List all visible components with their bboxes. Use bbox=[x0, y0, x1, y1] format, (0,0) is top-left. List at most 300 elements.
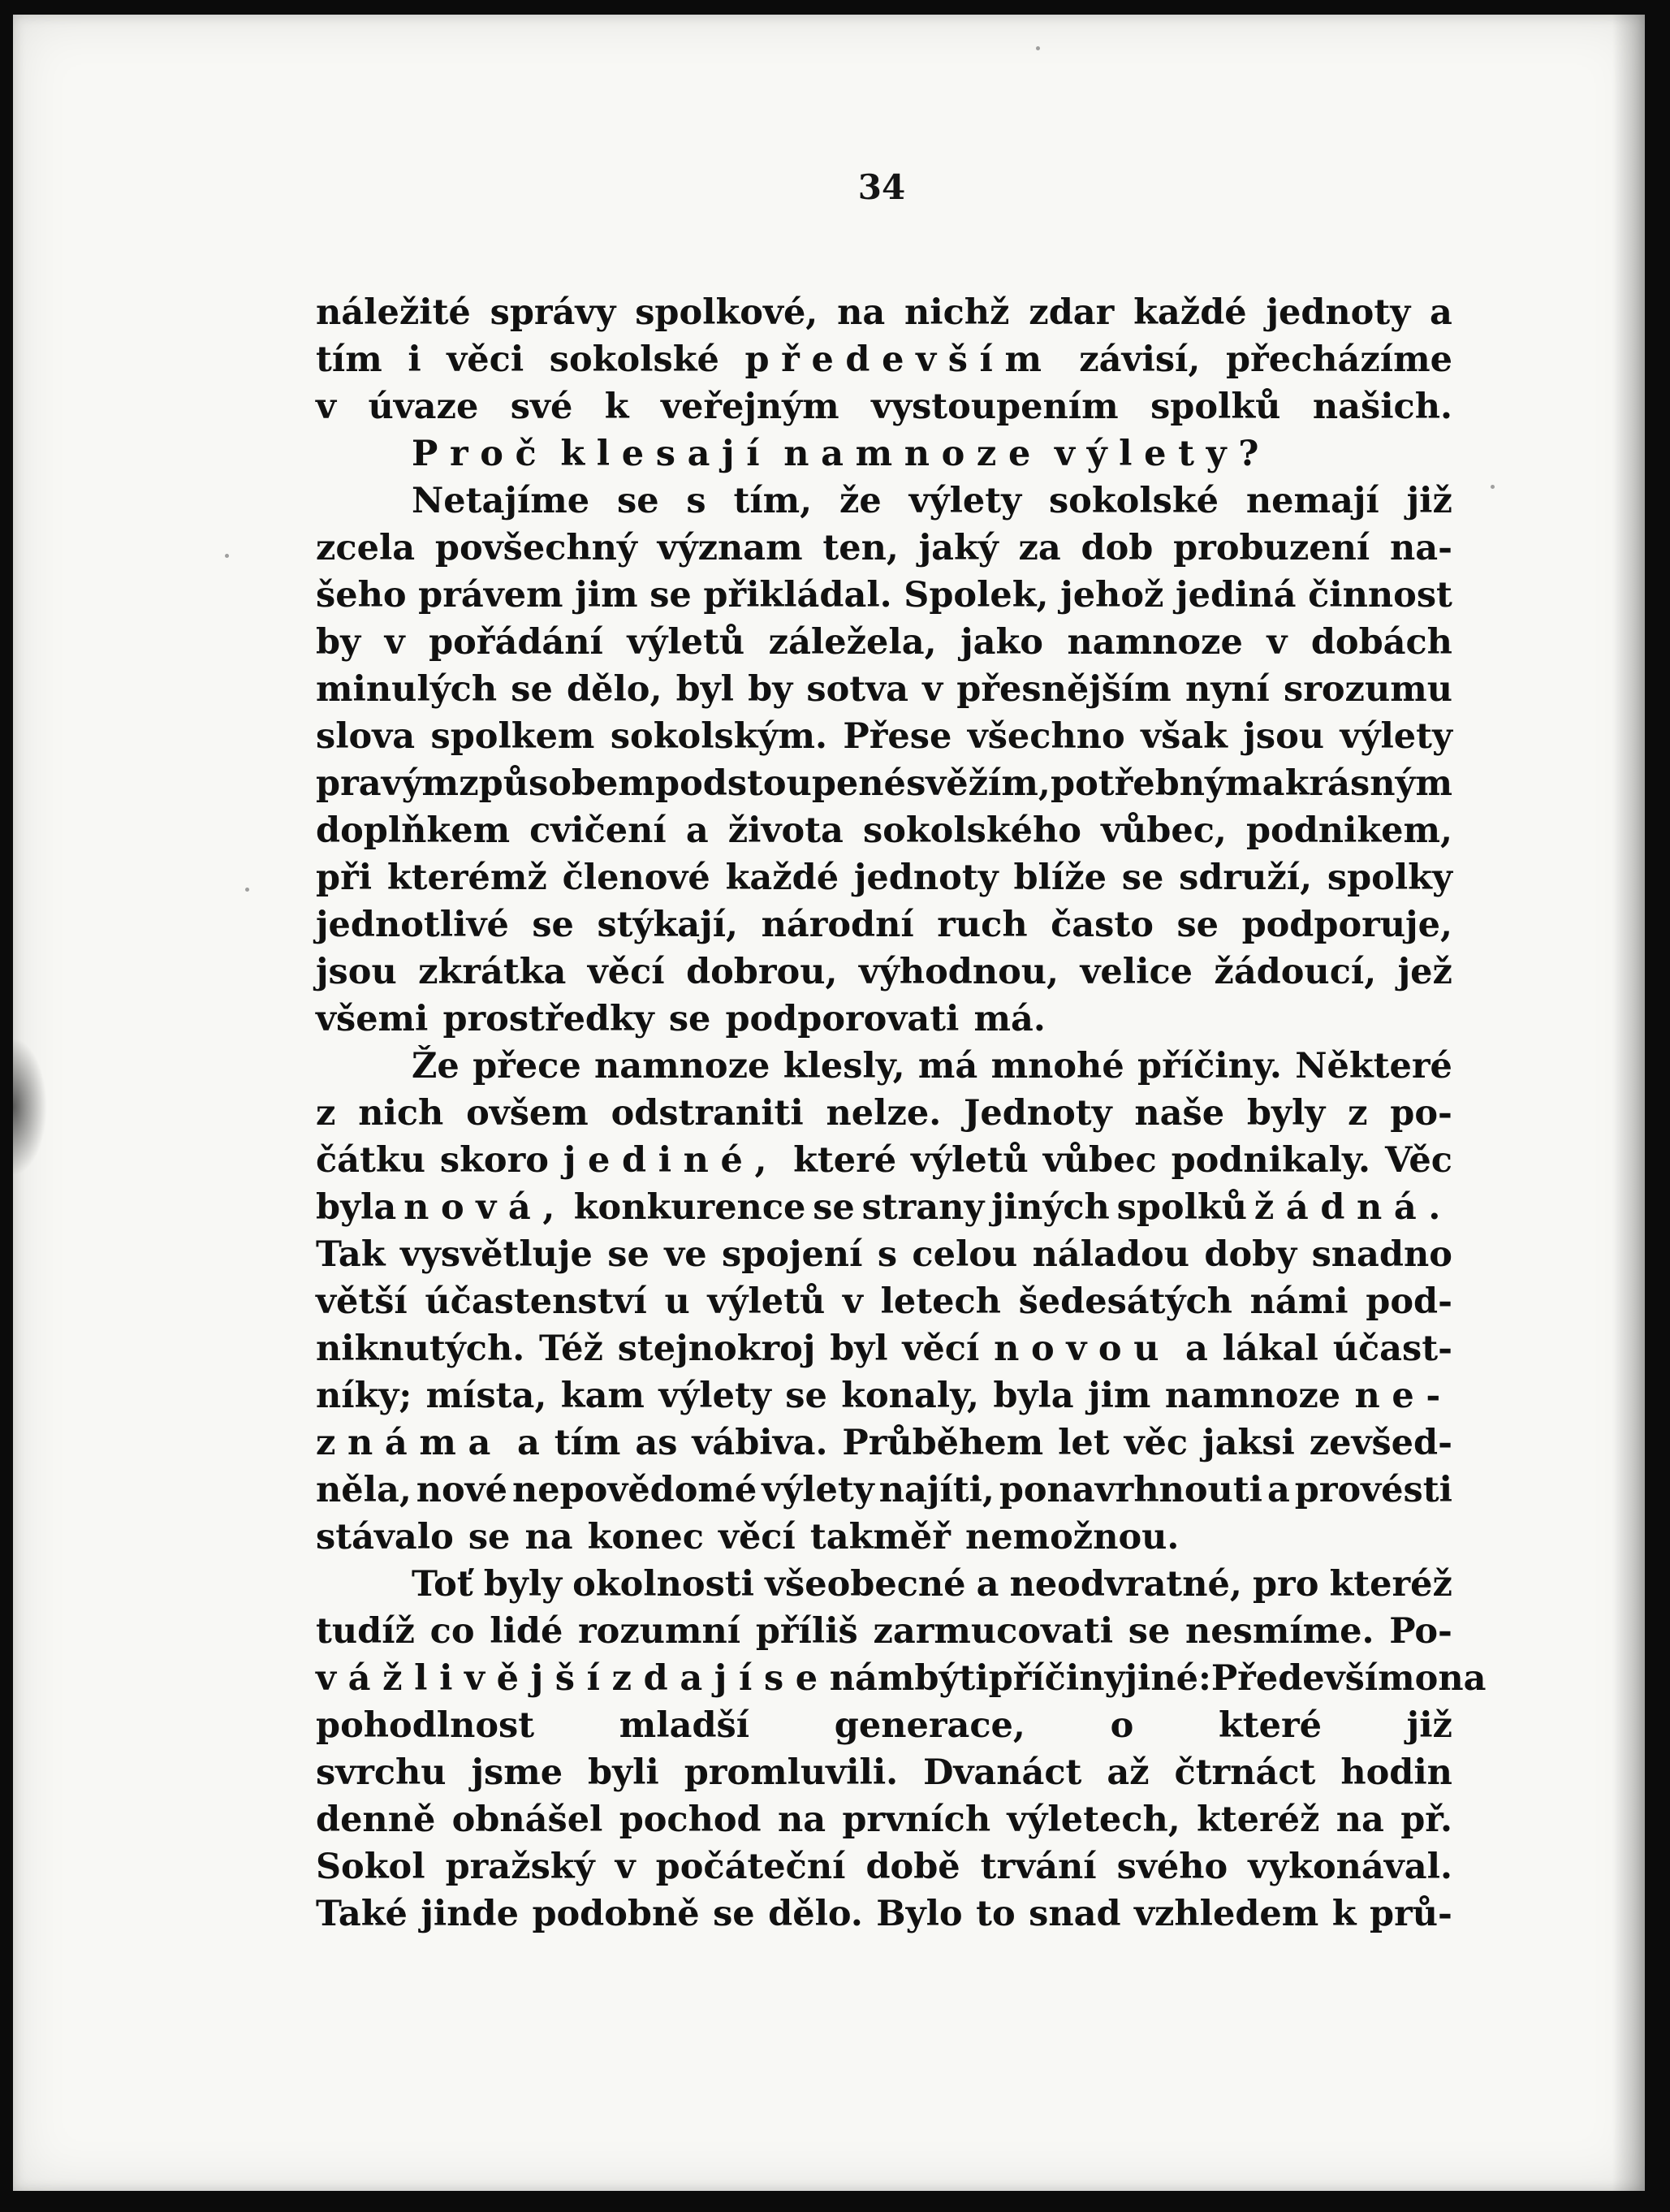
word: se bbox=[813, 1187, 855, 1228]
word: národní bbox=[761, 905, 914, 945]
word: celou bbox=[912, 1234, 1018, 1275]
word: jsou bbox=[316, 952, 397, 992]
word: Po- bbox=[1389, 1611, 1452, 1652]
word: obnášel bbox=[451, 1799, 603, 1840]
word: blíže bbox=[1013, 858, 1107, 898]
word: se bbox=[1128, 1611, 1171, 1652]
word: dělo. bbox=[768, 1894, 863, 1934]
word: spolků bbox=[1150, 387, 1281, 427]
word: za bbox=[1018, 528, 1061, 568]
word: již bbox=[1406, 481, 1452, 521]
word: lákal bbox=[1222, 1328, 1318, 1369]
word: př. bbox=[1400, 1799, 1452, 1840]
word: správy bbox=[490, 292, 616, 333]
word: takměř bbox=[809, 1517, 951, 1557]
word: jediné, bbox=[563, 1140, 779, 1181]
word: svrchu bbox=[316, 1752, 447, 1793]
word: čtrnáct bbox=[1174, 1752, 1316, 1793]
word: byly bbox=[483, 1564, 563, 1605]
word: byli bbox=[588, 1752, 659, 1793]
word: nichž bbox=[904, 292, 1010, 333]
word: skoro bbox=[439, 1140, 549, 1181]
word: v bbox=[615, 1847, 636, 1887]
word: výlety bbox=[658, 1376, 771, 1416]
word: nepovědomé bbox=[511, 1470, 757, 1510]
word: odstraniti bbox=[611, 1093, 804, 1134]
word: výletech, bbox=[1007, 1799, 1180, 1840]
word: srozumu bbox=[1283, 669, 1452, 710]
word: nich bbox=[358, 1093, 444, 1134]
word: letech bbox=[880, 1281, 1001, 1322]
word: tudíž bbox=[316, 1611, 415, 1652]
word: jaksi bbox=[1202, 1423, 1295, 1463]
text-line bbox=[316, 1137, 1452, 1184]
word: se bbox=[616, 481, 659, 521]
word: zdar bbox=[1029, 292, 1115, 333]
word: v bbox=[384, 622, 405, 663]
word: s bbox=[877, 1234, 898, 1275]
word: že bbox=[839, 481, 882, 521]
word: na bbox=[777, 1799, 826, 1840]
word: pravým bbox=[316, 763, 460, 804]
word: především bbox=[744, 339, 1054, 380]
word: činnost bbox=[1308, 575, 1452, 616]
word: neodvratné, bbox=[1009, 1564, 1242, 1605]
text-line bbox=[316, 619, 1452, 666]
word: klesají bbox=[560, 434, 772, 474]
word: Některé bbox=[1295, 1046, 1452, 1087]
word: nelze. bbox=[826, 1093, 942, 1134]
word: mnohé bbox=[990, 1046, 1124, 1087]
word: kterémž bbox=[386, 858, 547, 898]
word: povšechný bbox=[434, 528, 637, 568]
word: přesnějším bbox=[956, 669, 1172, 710]
word: něla, bbox=[316, 1470, 412, 1510]
word: věc bbox=[1124, 1423, 1189, 1463]
word: čátku bbox=[316, 1140, 425, 1181]
word: i bbox=[408, 339, 421, 380]
word: které bbox=[1218, 1705, 1322, 1746]
word: době bbox=[865, 1847, 960, 1887]
word: sokolským. bbox=[610, 716, 827, 757]
word: všemi bbox=[316, 999, 429, 1039]
word: výletů bbox=[911, 1140, 1029, 1181]
word: své bbox=[510, 387, 573, 427]
paper-speck bbox=[1036, 46, 1040, 50]
word: Netajíme bbox=[412, 481, 590, 521]
word: a bbox=[685, 810, 709, 851]
word: ona bbox=[1414, 1658, 1487, 1699]
text-line bbox=[316, 854, 1452, 901]
word: velice bbox=[1080, 952, 1193, 992]
word: závisí, bbox=[1079, 339, 1201, 380]
word: se bbox=[649, 575, 692, 616]
word: dobrou, bbox=[686, 952, 838, 992]
word: Také bbox=[316, 1894, 408, 1934]
word: spolkové, bbox=[635, 292, 818, 333]
word: kam bbox=[560, 1376, 645, 1416]
word: as bbox=[635, 1423, 678, 1463]
word: svého bbox=[1116, 1847, 1228, 1887]
word: vábiva. bbox=[692, 1423, 828, 1463]
text-line bbox=[316, 1890, 1452, 1938]
word: sdruží, bbox=[1179, 858, 1313, 898]
word: byl bbox=[675, 669, 734, 710]
word: často bbox=[1051, 905, 1154, 945]
word: nám bbox=[829, 1658, 915, 1699]
word: záležela, bbox=[768, 622, 937, 663]
word: snadno bbox=[1311, 1234, 1452, 1275]
word: doplňkem bbox=[316, 810, 511, 851]
word: ruch bbox=[937, 905, 1028, 945]
word: již bbox=[1406, 1705, 1452, 1746]
word: a bbox=[1430, 292, 1452, 333]
word: každé bbox=[1133, 292, 1247, 333]
word: místa, bbox=[425, 1376, 547, 1416]
word: nemožnou. bbox=[964, 1517, 1180, 1557]
word: z bbox=[1348, 1093, 1368, 1134]
word: sotva bbox=[806, 669, 908, 710]
word: podporuje, bbox=[1241, 905, 1452, 945]
word: spolků bbox=[1116, 1187, 1247, 1228]
word: až bbox=[1107, 1752, 1150, 1793]
text-line bbox=[316, 996, 1452, 1043]
word: se bbox=[763, 1658, 830, 1699]
word: se bbox=[713, 1894, 755, 1934]
word: generace, bbox=[834, 1705, 1025, 1746]
word: rozumní bbox=[578, 1611, 741, 1652]
text-line bbox=[316, 760, 1452, 807]
word: Přese bbox=[843, 716, 952, 757]
word: věcí bbox=[587, 952, 665, 992]
word: náladou bbox=[1032, 1234, 1189, 1275]
word: výlety? bbox=[1054, 434, 1271, 474]
word: namnoze bbox=[1164, 1376, 1341, 1416]
word: strany bbox=[861, 1187, 985, 1228]
text-line bbox=[316, 1608, 1452, 1655]
word: byla bbox=[993, 1376, 1074, 1416]
word: účast- bbox=[1332, 1328, 1452, 1369]
text-line bbox=[316, 1796, 1452, 1843]
word: býti bbox=[914, 1658, 989, 1699]
text-line bbox=[316, 1749, 1452, 1796]
page-gutter-shadow bbox=[1612, 15, 1645, 2191]
word: se bbox=[607, 1234, 649, 1275]
word: kteréž bbox=[1329, 1564, 1452, 1605]
word: se bbox=[532, 905, 574, 945]
word: ponavrhnouti bbox=[999, 1470, 1262, 1510]
word: jsou bbox=[1243, 716, 1325, 757]
text-line bbox=[316, 1184, 1452, 1231]
word: kteréž bbox=[1197, 1799, 1320, 1840]
word: Sokol bbox=[316, 1847, 425, 1887]
word: ve bbox=[664, 1234, 707, 1275]
word: provésti bbox=[1294, 1470, 1452, 1510]
word: vůbec, bbox=[1101, 810, 1227, 851]
word: počáteční bbox=[655, 1847, 846, 1887]
word: má. bbox=[973, 999, 1046, 1039]
word: a bbox=[1267, 1470, 1290, 1510]
word: podstoupené bbox=[655, 763, 906, 804]
text-line bbox=[316, 901, 1452, 948]
word: tím bbox=[554, 1423, 621, 1463]
text-line bbox=[316, 572, 1452, 619]
word: a bbox=[976, 1564, 999, 1605]
paper-speck bbox=[225, 554, 229, 558]
word: zkrátka bbox=[418, 952, 567, 992]
word: najíti, bbox=[878, 1470, 995, 1510]
word: probuzení bbox=[1173, 528, 1370, 568]
word: veřejným bbox=[661, 387, 839, 427]
word: pohodlnost bbox=[316, 1705, 535, 1746]
word: právem bbox=[418, 575, 563, 616]
word: v bbox=[842, 1281, 863, 1322]
word: okolnosti bbox=[572, 1564, 754, 1605]
word: prů- bbox=[1370, 1894, 1452, 1934]
text-line bbox=[316, 1419, 1452, 1467]
word: konkurence bbox=[573, 1187, 806, 1228]
word: vykonával. bbox=[1248, 1847, 1452, 1887]
word: spojení bbox=[721, 1234, 863, 1275]
word: známa bbox=[316, 1423, 503, 1463]
word: nemají bbox=[1245, 481, 1379, 521]
word: v bbox=[1267, 622, 1288, 663]
word: jim bbox=[1088, 1376, 1151, 1416]
word: všechno bbox=[967, 716, 1125, 757]
paper-speck bbox=[245, 888, 249, 892]
text-line bbox=[316, 336, 1452, 383]
word: Bylo bbox=[876, 1894, 963, 1934]
word: doby bbox=[1204, 1234, 1297, 1275]
text-line bbox=[316, 477, 1452, 525]
word: příčiny bbox=[988, 1658, 1125, 1699]
word: z bbox=[316, 1093, 336, 1134]
word: spolkem bbox=[430, 716, 595, 757]
paper-speck bbox=[1491, 485, 1495, 489]
word: jednoty bbox=[1266, 292, 1411, 333]
text-line bbox=[316, 289, 1452, 336]
word: výhodnou, bbox=[858, 952, 1059, 992]
word: pod- bbox=[1366, 1281, 1452, 1322]
word: jednoty bbox=[853, 858, 999, 898]
text-line bbox=[316, 1514, 1452, 1561]
word: k bbox=[604, 387, 629, 427]
text-line bbox=[316, 666, 1452, 713]
word: zarmucovati bbox=[873, 1611, 1114, 1652]
word: s bbox=[686, 481, 706, 521]
text-line bbox=[316, 1561, 1452, 1608]
word: náležité bbox=[316, 292, 471, 333]
word: níky; bbox=[316, 1376, 412, 1416]
word: po- bbox=[1390, 1093, 1452, 1134]
word: jiných bbox=[991, 1187, 1110, 1228]
word: konec bbox=[587, 1517, 704, 1557]
text-line bbox=[316, 525, 1452, 572]
word: členové bbox=[562, 858, 710, 898]
word: dobách bbox=[1310, 622, 1452, 663]
word: vysvětluje bbox=[399, 1234, 593, 1275]
word: jiné: bbox=[1124, 1658, 1211, 1699]
word: příčiny. bbox=[1137, 1046, 1282, 1087]
word: stýkají, bbox=[597, 905, 739, 945]
word: jehož bbox=[1060, 575, 1164, 616]
word: potřebným bbox=[1051, 763, 1262, 804]
word: žádná. bbox=[1254, 1187, 1452, 1228]
word: vystoupením bbox=[871, 387, 1119, 427]
word: cvičení bbox=[529, 810, 667, 851]
word: a bbox=[1185, 1328, 1208, 1369]
word: k bbox=[1331, 1894, 1357, 1934]
word: způsobem bbox=[459, 763, 655, 804]
word: jsme bbox=[471, 1752, 563, 1793]
word: krásným bbox=[1284, 763, 1452, 804]
word: svěžím, bbox=[906, 763, 1051, 804]
word: konaly, bbox=[841, 1376, 979, 1416]
word: vůbec bbox=[1042, 1140, 1157, 1181]
word: klesly, bbox=[783, 1046, 905, 1087]
word: ten, bbox=[822, 528, 899, 568]
word: jinde bbox=[421, 1894, 519, 1934]
word: prvních bbox=[842, 1799, 991, 1840]
word: výlety bbox=[908, 481, 1022, 521]
word: Též bbox=[539, 1328, 603, 1369]
word: stejnokroj bbox=[617, 1328, 816, 1369]
word: zevšed- bbox=[1309, 1423, 1452, 1463]
word: zdají bbox=[611, 1658, 764, 1699]
word: sokolské bbox=[549, 339, 719, 380]
word: jež bbox=[1397, 952, 1452, 992]
word: výlety bbox=[762, 1470, 874, 1510]
word: ovšem bbox=[466, 1093, 589, 1134]
word: jako bbox=[960, 622, 1043, 663]
word: jaký bbox=[918, 528, 999, 568]
word: podobně bbox=[532, 1894, 700, 1934]
text-line bbox=[316, 383, 1452, 430]
word: vážlivější bbox=[316, 1658, 612, 1699]
text-line bbox=[316, 948, 1452, 996]
word: sokolské bbox=[1048, 481, 1219, 521]
word: se bbox=[668, 999, 711, 1039]
word: námi bbox=[1249, 1281, 1349, 1322]
word: věcí bbox=[902, 1328, 980, 1369]
word: přikládal. bbox=[703, 575, 892, 616]
text-line bbox=[316, 1372, 1452, 1419]
word: denně bbox=[316, 1799, 436, 1840]
book-page bbox=[13, 15, 1645, 2191]
word: pražský bbox=[445, 1847, 595, 1887]
word: podnikem, bbox=[1245, 810, 1452, 851]
word: příliš bbox=[755, 1611, 858, 1652]
word: byly bbox=[1246, 1093, 1326, 1134]
word: to bbox=[976, 1894, 1016, 1934]
word: přecházíme bbox=[1225, 339, 1452, 380]
word: se bbox=[785, 1376, 827, 1416]
word: šeho bbox=[316, 575, 407, 616]
word: úvaze bbox=[368, 387, 479, 427]
word: se bbox=[511, 669, 553, 710]
word: šedesátých bbox=[1018, 1281, 1232, 1322]
word: namnoze bbox=[1067, 622, 1243, 663]
word: větší bbox=[316, 1281, 408, 1322]
word: Dvanáct bbox=[923, 1752, 1082, 1793]
word: všeobecné bbox=[765, 1564, 966, 1605]
word: jediná bbox=[1176, 575, 1297, 616]
text-line bbox=[316, 1231, 1452, 1278]
word: namnoze bbox=[783, 434, 1042, 474]
word: jim bbox=[575, 575, 638, 616]
word: při bbox=[316, 858, 373, 898]
word: naše bbox=[1134, 1093, 1225, 1134]
word: účastenství bbox=[425, 1281, 647, 1322]
word: snad bbox=[1029, 1894, 1121, 1934]
word: sokolského bbox=[862, 810, 1081, 851]
text-line bbox=[316, 713, 1452, 760]
text-line bbox=[316, 1467, 1452, 1514]
word: věci bbox=[447, 339, 524, 380]
word: nyní bbox=[1185, 669, 1270, 710]
word: hodin bbox=[1340, 1752, 1452, 1793]
word: našich. bbox=[1312, 387, 1452, 427]
word: vzhledem bbox=[1133, 1894, 1319, 1934]
word: na bbox=[837, 292, 886, 333]
word: na- bbox=[1389, 528, 1452, 568]
word: ne- bbox=[1354, 1376, 1452, 1416]
word: mladší bbox=[619, 1705, 750, 1746]
text-line bbox=[316, 1325, 1452, 1372]
word: namnoze bbox=[594, 1046, 770, 1087]
left-edge-stain bbox=[13, 1038, 47, 1176]
word: Proč bbox=[412, 434, 549, 474]
word: nesmíme. bbox=[1185, 1611, 1374, 1652]
word: nová, bbox=[403, 1187, 567, 1228]
text-line bbox=[316, 1843, 1452, 1890]
text-line bbox=[316, 807, 1452, 854]
word: Spolek, bbox=[904, 575, 1049, 616]
word: stávalo bbox=[316, 1517, 454, 1557]
word: Především bbox=[1210, 1658, 1415, 1699]
word: pořádání bbox=[429, 622, 603, 663]
word: dělo, bbox=[567, 669, 662, 710]
word: zcela bbox=[316, 528, 416, 568]
word: trvání bbox=[980, 1847, 1097, 1887]
section-question bbox=[316, 430, 1452, 477]
word: promluvili. bbox=[684, 1752, 899, 1793]
text-line bbox=[316, 1702, 1452, 1749]
word: na bbox=[1336, 1799, 1384, 1840]
word: se bbox=[1176, 905, 1219, 945]
word: Tak bbox=[316, 1234, 386, 1275]
word: výletů bbox=[707, 1281, 826, 1322]
word: tím bbox=[316, 339, 382, 380]
word: na bbox=[524, 1517, 573, 1557]
word: Jednoty bbox=[964, 1093, 1112, 1134]
word: pochod bbox=[619, 1799, 762, 1840]
word: význam bbox=[657, 528, 803, 568]
word: má bbox=[917, 1046, 978, 1087]
word: jednotlivé bbox=[316, 905, 509, 945]
word: Že bbox=[412, 1046, 460, 1087]
word: které bbox=[793, 1140, 897, 1181]
word: podnikaly. bbox=[1171, 1140, 1370, 1181]
word: Věc bbox=[1384, 1140, 1452, 1181]
word: a bbox=[1262, 763, 1285, 804]
word: Průběhem bbox=[842, 1423, 1044, 1463]
word: se bbox=[468, 1517, 511, 1557]
text-line bbox=[316, 1278, 1452, 1325]
word: a bbox=[516, 1423, 540, 1463]
word: u bbox=[664, 1281, 690, 1322]
word: dob bbox=[1081, 528, 1154, 568]
